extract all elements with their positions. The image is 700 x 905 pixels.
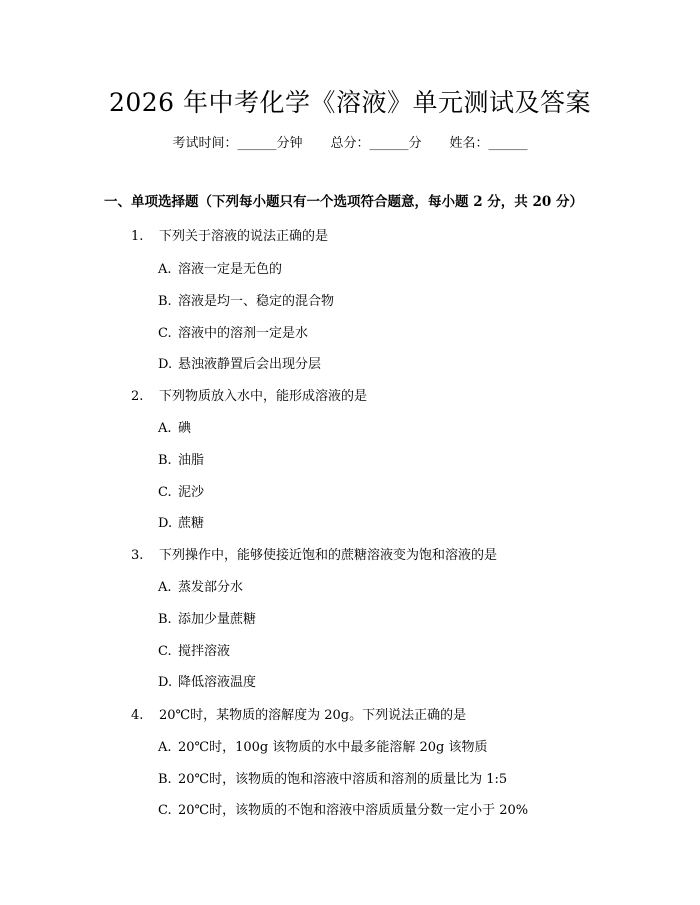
option-text: 泥沙 <box>178 485 205 500</box>
option-letter: C. <box>158 803 172 818</box>
option-text: 悬浊液静置后会出现分层 <box>178 357 322 372</box>
option-letter: D. <box>158 357 173 372</box>
option-text: 溶液中的溶剂一定是水 <box>178 326 309 341</box>
option-text: 油脂 <box>178 453 205 468</box>
page-title: 2026 年中考化学《溶液》单元测试及答案 <box>108 88 592 117</box>
q4-option-b <box>158 768 507 787</box>
q3-option-a <box>158 576 243 595</box>
q3-option-b <box>158 608 256 627</box>
q2-option-d <box>158 512 204 531</box>
option-letter: B. <box>158 612 172 627</box>
option-letter: B. <box>158 453 172 468</box>
question-1 <box>131 225 328 244</box>
option-letter: A. <box>158 262 172 277</box>
q4-option-a <box>158 736 487 755</box>
q2-option-b <box>158 449 204 468</box>
total-score-field: 总分：______分 <box>330 136 422 151</box>
option-letter: A. <box>158 421 172 436</box>
question-number: 1. <box>131 229 144 244</box>
question-text: 20℃时，某物质的溶解度为 20g。下列说法正确的是 <box>159 708 467 723</box>
question-3 <box>131 544 497 563</box>
option-text: 20℃时，100g 该物质的水中最多能溶解 20g 该物质 <box>178 740 488 755</box>
option-text: 溶液一定是无色的 <box>178 262 283 277</box>
question-2 <box>131 385 367 404</box>
question-number: 3. <box>131 548 144 563</box>
option-text: 20℃时，该物质的饱和溶液中溶质和溶剂的质量比为 1:5 <box>178 772 508 787</box>
option-text: 降低溶液温度 <box>178 675 257 690</box>
question-text: 下列操作中，能够使接近饱和的蔗糖溶液变为饱和溶液的是 <box>159 548 498 563</box>
exam-time-field: 考试时间：______分钟 <box>172 136 303 151</box>
section-title: 一、单项选择题（下列每小题只有一个选项符合题意，每小题 2 分，共 20 分） <box>104 194 583 210</box>
option-text: 碘 <box>178 421 192 436</box>
option-letter: B. <box>158 772 172 787</box>
option-letter: A. <box>158 580 172 595</box>
option-text: 搅拌溶液 <box>178 644 231 659</box>
q3-option-d <box>158 671 256 690</box>
exam-meta <box>0 132 700 151</box>
option-text: 蒸发部分水 <box>178 580 244 595</box>
option-text: 添加少量蔗糖 <box>178 612 257 627</box>
option-letter: C. <box>158 326 172 341</box>
q4-option-c <box>158 799 528 818</box>
student-name-field: 姓名：______ <box>449 136 528 151</box>
q1-option-d <box>158 353 321 372</box>
option-letter: D. <box>158 675 173 690</box>
option-letter: C. <box>158 485 172 500</box>
q1-option-a <box>158 258 282 277</box>
q3-option-c <box>158 640 230 659</box>
option-letter: C. <box>158 644 172 659</box>
option-letter: D. <box>158 516 173 531</box>
option-text: 溶液是均一、稳定的混合物 <box>178 294 335 309</box>
question-number: 2. <box>131 389 144 404</box>
option-text: 20℃时，该物质的不饱和溶液中溶质质量分数一定小于 20% <box>178 803 529 818</box>
option-text: 蔗糖 <box>178 516 205 531</box>
question-number: 4. <box>131 708 144 723</box>
q2-option-c <box>158 481 204 500</box>
option-letter: A. <box>158 740 172 755</box>
question-text: 下列物质放入水中，能形成溶液的是 <box>159 389 368 404</box>
question-4 <box>131 704 466 723</box>
q2-option-a <box>158 417 191 436</box>
question-text: 下列关于溶液的说法正确的是 <box>159 229 329 244</box>
option-letter: B. <box>158 294 172 309</box>
q1-option-b <box>158 290 334 309</box>
q1-option-c <box>158 322 308 341</box>
